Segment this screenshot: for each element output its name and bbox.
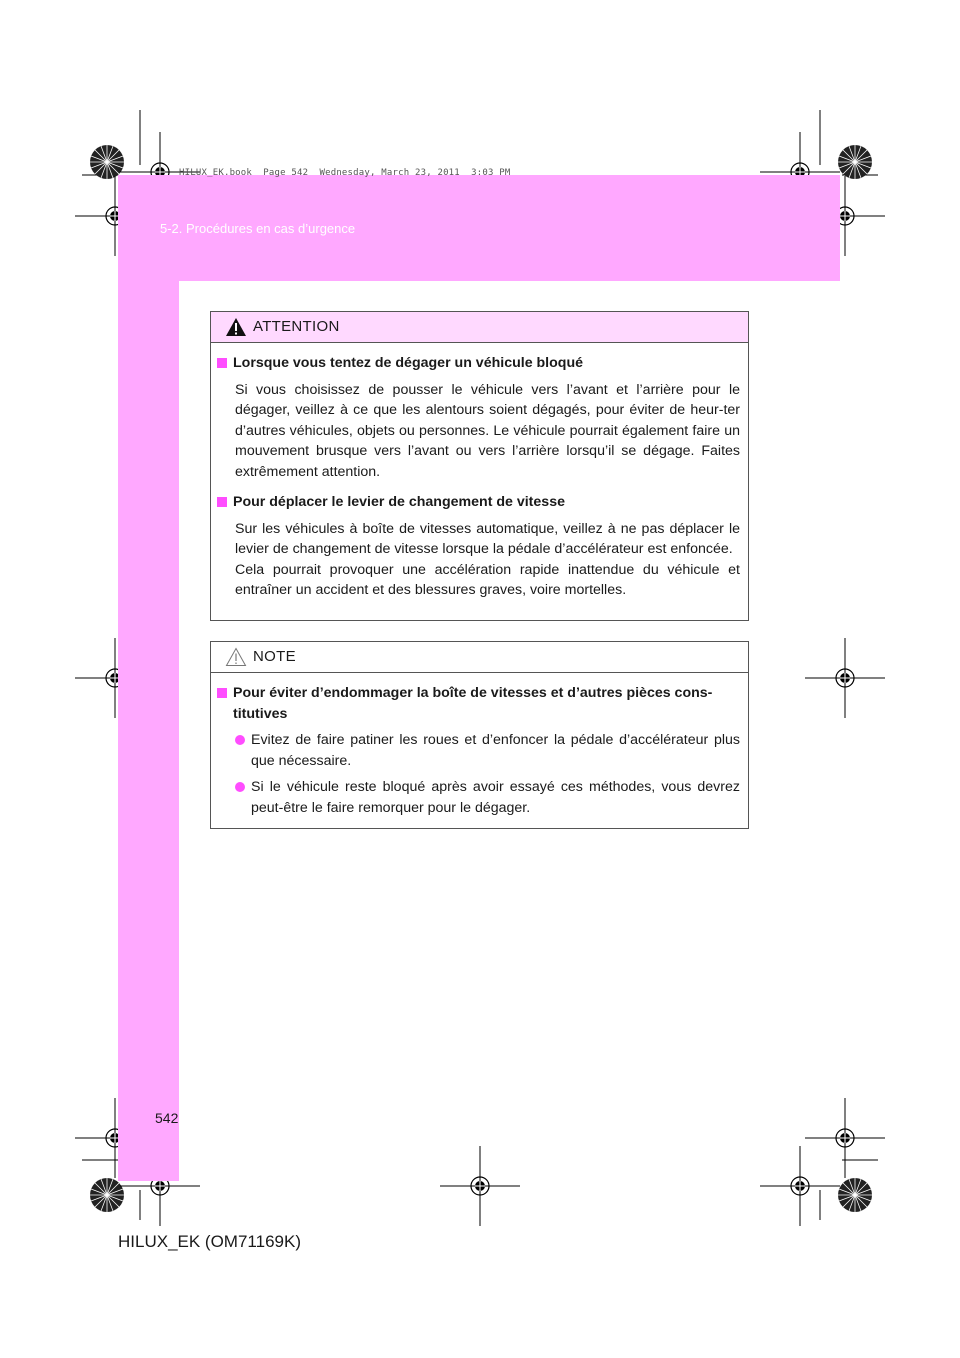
attention-header — [211, 312, 748, 343]
attention-heading-1: Lorsque vous tentez de dégager un véhicule bloqué — [217, 353, 740, 374]
note-header — [211, 642, 748, 673]
warning-triangle-filled-icon — [225, 317, 247, 337]
footer-model: HILUX_EK (OM71169K) — [118, 1232, 301, 1251]
attention-text-2: Sur les véhicules à boîte de vitesses automatique, veillez à ne pas déplacer le levier de changement de vitesse lorsque la pédale d’accélérateur est enfoncée. — [235, 520, 740, 557]
section-header: 5-2. Procédures en cas d’urgence — [160, 221, 356, 236]
book-stamp: HILUX_EK.book Page 542 Wednesday, March 23, 2011 3:03 PM — [179, 168, 511, 178]
round-bullet-icon — [235, 782, 245, 792]
attention-label: ATTENTION — [253, 318, 340, 335]
note-heading: Pour éviter d’endommager la boîte de vitesses et d’autres pièces cons-titutives — [217, 683, 740, 724]
square-bullet-icon — [217, 497, 227, 507]
round-bullet-icon — [235, 735, 245, 745]
side-band — [118, 175, 179, 1181]
note-label: NOTE — [253, 648, 296, 665]
square-bullet-icon — [217, 358, 227, 368]
attention-heading-2: Pour déplacer le levier de changement de vitesse — [217, 492, 740, 513]
note-bullet-1: Evitez de faire patiner les roues et d’enfoncer la pédale d’accélérateur plus que nécessaire. — [235, 730, 740, 771]
attention-text-1: Si vous choisissez de pousser le véhicule vers l’avant et l’arrière pour le dégager, veillez à ce que les alentours soient dégagés, pour éviter de heur-ter d’autres véhicules, objets ou personnes. Le véhicule pourrait également faire un mouvement brusque vers l’avant ou vers l’arrière lorsqu’il se dégage. Faites extrêmement attention. — [235, 381, 740, 480]
warning-triangle-outline-icon — [225, 647, 247, 667]
attention-box — [210, 311, 749, 621]
page-number: 542 — [155, 1110, 179, 1126]
note-bullet-2: Si le véhicule reste bloqué après avoir essayé ces méthodes, vous devrez peut-être le faire remorquer pour le dégager. — [235, 777, 740, 818]
square-bullet-icon — [217, 688, 227, 698]
note-box — [210, 641, 749, 829]
attention-text-3: Cela pourrait provoquer une accélération rapide inattendue du véhicule et entraîner un accident et des blessures graves, voire mortelles. — [235, 561, 740, 598]
